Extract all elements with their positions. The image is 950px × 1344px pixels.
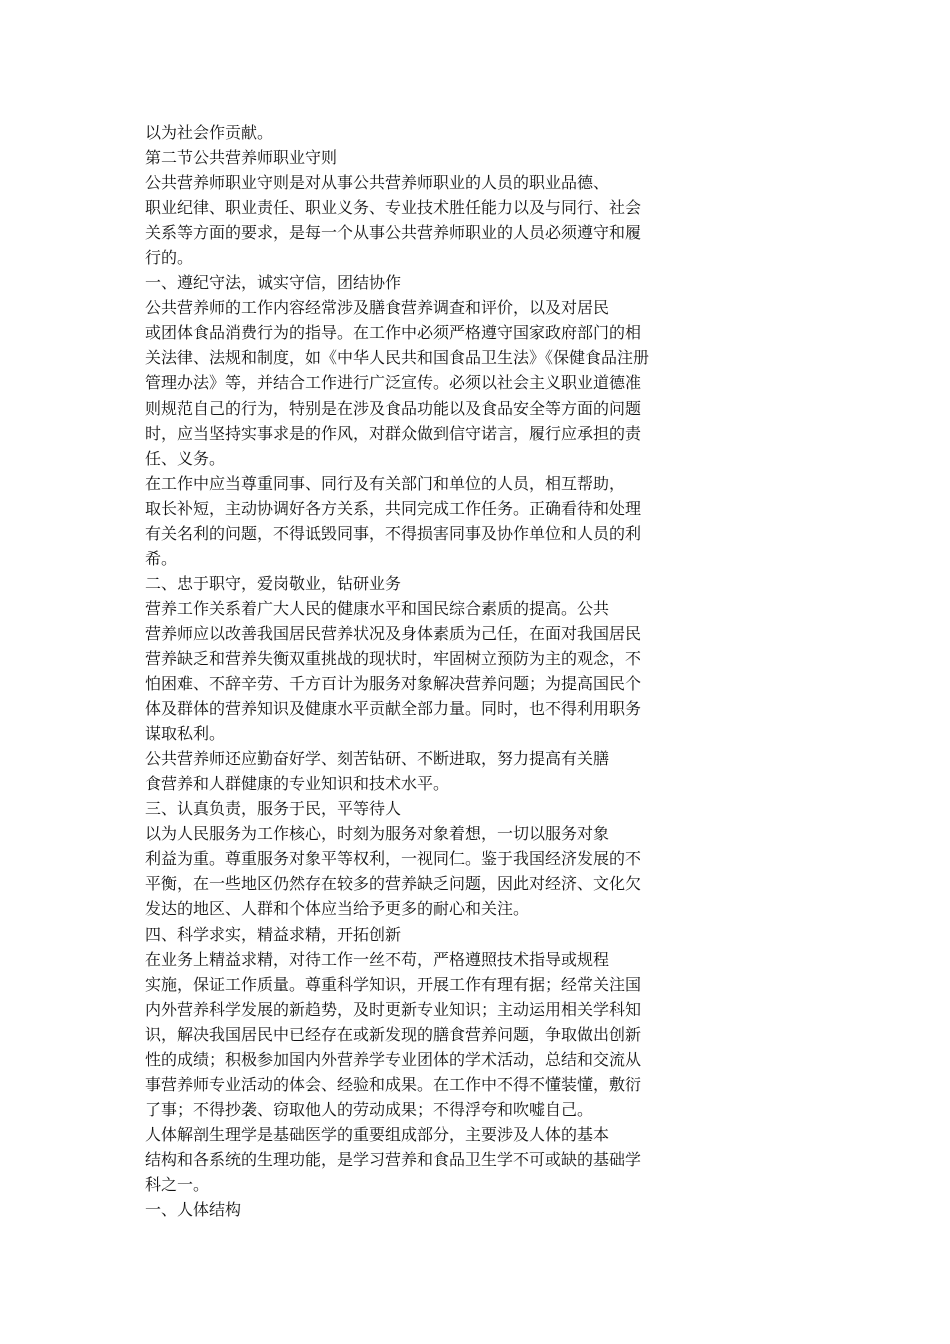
text-line: 谋取私利。 [145,724,226,744]
text-line: 科之一。 [145,1174,210,1194]
subsection-heading: 三、认真负责，服务于民，平等待人 [145,799,402,819]
text-line: 关法律、法规和制度，如《中华人民共和国食品卫生法》《保健食品注册 [145,348,650,368]
text-line: 性的成绩；积极参加国内外营养学专业团体的学术活动，总结和交流从 [145,1049,642,1069]
text-line: 希。 [145,548,178,568]
text-line: 体及群体的营养知识及健康水平贡献全部力量。同时，也不得利用职务 [145,699,642,719]
body-text [145,120,705,1222]
text-line: 管理办法》等，并结合工作进行广泛宣传。必须以社会主义职业道德准 [145,373,642,393]
subsection-heading: 四、科学求实，精益求精，开拓创新 [145,924,402,944]
text-line: 则规范自己的行为，特别是在涉及食品功能以及食品安全等方面的问题 [145,398,642,418]
text-line: 怕困难、不辞辛劳、千方百计为服务对象解决营养问题；为提高国民个 [145,674,642,694]
section-heading: 第二节公共营养师职业守则 [145,148,338,168]
text-line: 在工作中应当尊重同事、同行及有关部门和单位的人员，相互帮助， [145,473,626,493]
subsection-heading: 一、遵纪守法，诚实守信，团结协作 [145,273,402,293]
text-line: 公共营养师职业守则是对从事公共营养师职业的人员的职业品德、 [145,173,610,193]
text-line: 时，应当坚持实事求是的作风，对群众做到信守诺言，履行应承担的责 [145,423,642,443]
text-line: 结构和各系统的生理功能，是学习营养和食品卫生学不可或缺的基础学 [145,1149,642,1169]
text-line: 关系等方面的要求，是每一个从事公共营养师职业的人员必须遵守和履 [145,223,642,243]
text-line: 以为社会作贡献。 [145,123,274,142]
text-line: 实施，保证工作质量。尊重科学知识，开展工作有理有据；经常关注国 [145,974,642,994]
text-line: 取长补短，主动协调好各方关系，共同完成工作任务。正确看待和处理 [145,498,642,518]
text-line: 了事；不得抄袭、窃取他人的劳动成果；不得浮夸和吹嘘自己。 [145,1099,594,1119]
text-line: 职业纪律、职业责任、职业义务、专业技术胜任能力以及与同行、社会 [145,198,642,218]
text-line: 有关名利的问题，不得诋毁同事，不得损害同事及协作单位和人员的利 [145,523,642,543]
text-line: 事营养师专业活动的体会、经验和成果。在工作中不得不懂装懂，敷衍 [145,1074,642,1094]
text-line: 平衡，在一些地区仍然存在较多的营养缺乏问题，因此对经济、文化欠 [145,874,642,894]
text-line: 或团体食品消费行为的指导。在工作中必须严格遵守国家政府部门的相 [145,323,642,343]
text-line: 识，解决我国居民中已经存在或新发现的膳食营养问题，争取做出创新 [145,1024,642,1044]
text-line: 内外营养科学发展的新趋势，及时更新专业知识；主动运用相关学科知 [145,999,642,1019]
text-line: 任、义务。 [145,448,226,468]
text-line: 营养缺乏和营养失衡双重挑战的现状时，牢固树立预防为主的观念，不 [145,648,642,668]
text-line: 以为人民服务为工作核心，时刻为服务对象着想，一切以服务对象 [145,824,610,844]
text-line: 在业务上精益求精，对待工作一丝不苟，严格遵照技术指导或规程 [145,949,610,969]
text-line: 营养工作关系着广大人民的健康水平和国民综合素质的提高。公共 [145,598,610,618]
text-line: 营养师应以改善我国居民营养状况及身体素质为己任，在面对我国居民 [145,623,642,643]
text-line: 利益为重。尊重服务对象平等权利，一视同仁。鉴于我国经济发展的不 [145,849,642,869]
subsection-heading: 二、忠于职守，爱岗敬业，钻研业务 [145,573,402,593]
subsection-heading: 一、人体结构 [145,1200,242,1220]
text-line: 发达的地区、人群和个体应当给予更多的耐心和关注。 [145,899,530,919]
text-line: 食营养和人群健康的专业知识和技术水平。 [145,774,450,794]
text-line: 行的。 [145,248,194,268]
text-line: 公共营养师的工作内容经常涉及膳食营养调查和评价，以及对居民 [145,298,610,318]
text-line: 公共营养师还应勤奋好学、刻苦钻研、不断进取，努力提高有关膳 [145,749,610,769]
text-line: 人体解剖生理学是基础医学的重要组成部分，主要涉及人体的基本 [145,1124,610,1144]
